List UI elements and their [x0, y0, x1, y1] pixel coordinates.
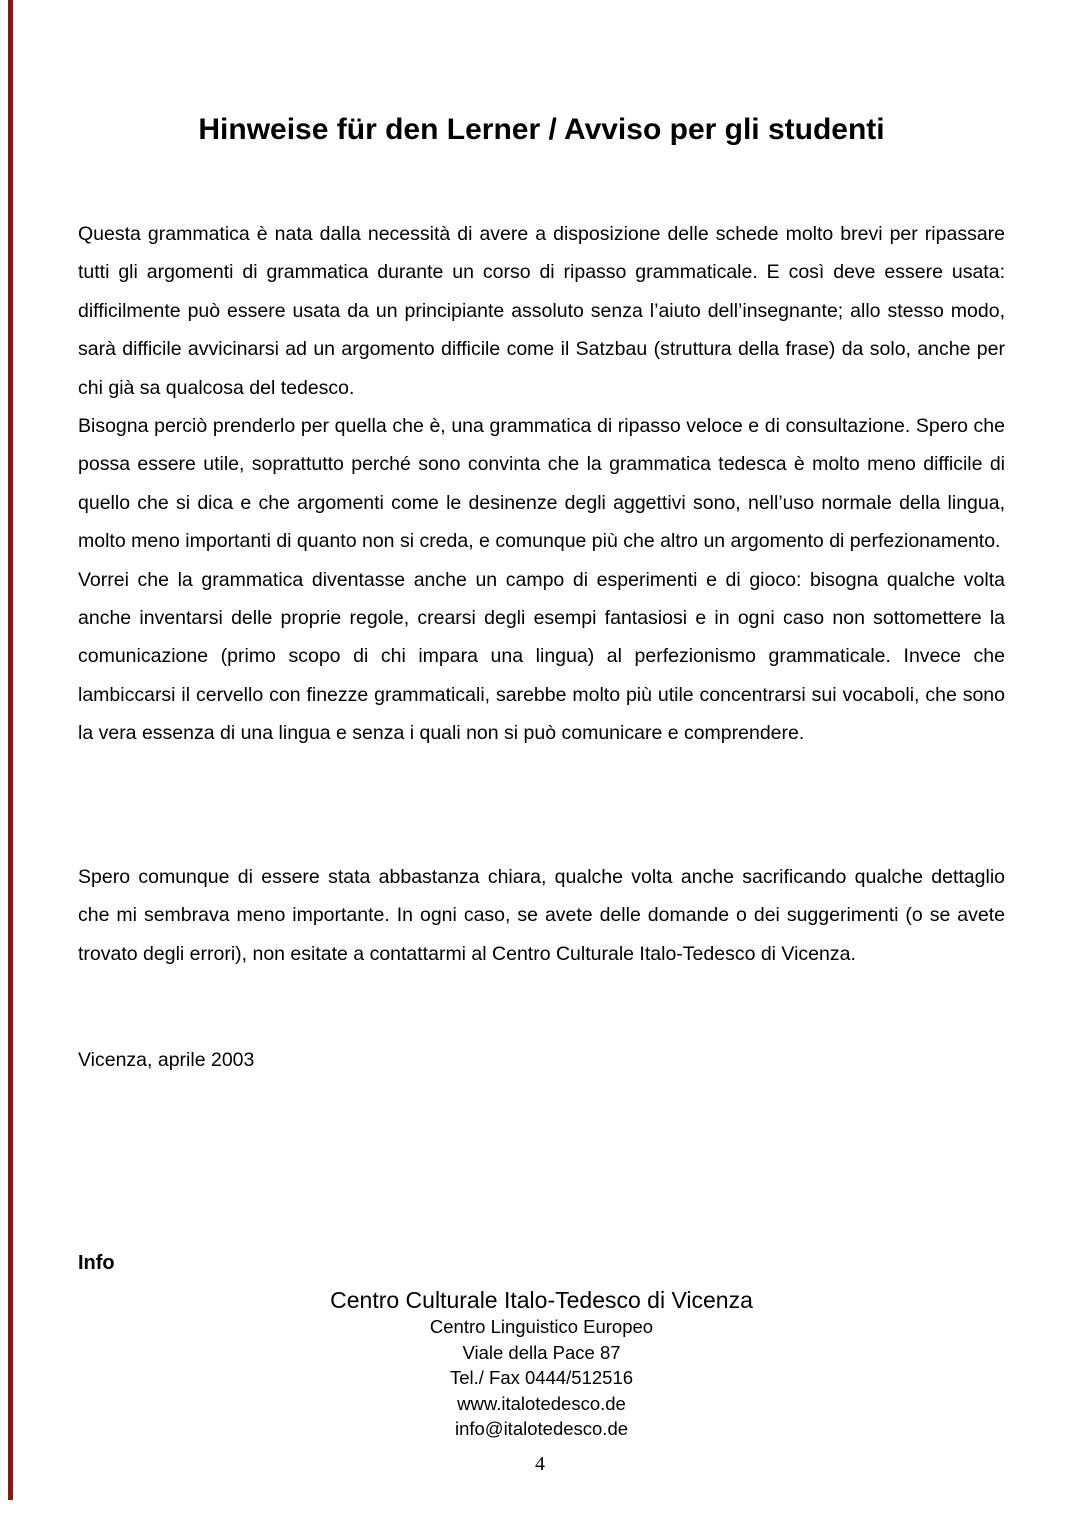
contact-email: info@italotedesco.de: [454, 1418, 629, 1439]
body-text-main: [78, 215, 1005, 753]
scan-edge-artifact: [8, 0, 13, 1500]
body-text-closing: [78, 858, 1005, 973]
info-label: Info: [78, 1252, 115, 1274]
date-line: Vicenza, aprile 2003: [78, 1049, 255, 1071]
page-title: Hinweise für den Lerner / Avviso per gli studenti: [198, 113, 885, 146]
paragraph-usage: Bisogna perciò prenderlo per quella che è, una grammatica di ripasso veloce e di consultazione. Spero che possa essere utile, soprattutto perché sono convinta che la grammatica tedesca è molto meno difficile di quello che si dica e che argomenti come le desinenze degli aggettivi sono, nell’uso normale della lingua, molto meno importanti di quanto non si creda, e comunque più che altro un argomento di perfezionamento.: [78, 415, 1005, 553]
contact-address: Viale della Pace 87: [462, 1341, 621, 1363]
paragraph-intro: Questa grammatica è nata dalla necessità di avere a disposizione delle schede molto brevi per ripassare tutti gli argomenti di grammatica durante un corso di ripasso grammaticale. E così deve essere usata: difficilmente può essere usata da un principiante assoluto senza l’aiuto dell’insegnante; allo stesso modo, sarà difficile avvicinarsi ad un argomento difficile come il Satzbau (struttura della frase) da solo, anche per chi già sa qualcosa del tedesco.: [78, 223, 1005, 399]
info-section: [78, 1244, 1005, 1442]
contact-subtitle: Centro Linguistico Europeo: [429, 1316, 654, 1337]
contact-details: [78, 1314, 1005, 1442]
paragraph-closing: Spero comunque di essere stata abbastanza chiara, qualche volta anche sacrificando qualche dettaglio che mi sembrava meno importante. In ogni caso, se avete delle domande o dei suggerimenti (o se avete trovato degli errori), non esitate a contattarmi al Centro Culturale Italo-Tedesco di Vicenza.: [78, 866, 1005, 965]
organization-name: Centro Culturale Italo-Tedesco di Vicenza: [330, 1287, 753, 1313]
page-number: 4: [535, 1453, 545, 1475]
contact-phone: Tel./ Fax 0444/512516: [449, 1367, 634, 1388]
contact-website: www.italotedesco.de: [457, 1392, 626, 1414]
paragraph-experiments: Vorrei che la grammatica diventasse anche un campo di esperimenti e di gioco: bisogna qualche volta anche inventarsi delle proprie regole, crearsi degli esempi fantasiosi e in ogni caso non sottomettere la comunicazione (primo scopo di chi impara una lingua) al perfezionismo grammaticale. Invece che lambiccarsi il cervello con finezze grammaticali, sarebbe molto più utile concentrarsi sui vocaboli, che sono la vera essenza di una lingua e senza i quali non si può comunicare e comprendere.: [78, 568, 1005, 745]
